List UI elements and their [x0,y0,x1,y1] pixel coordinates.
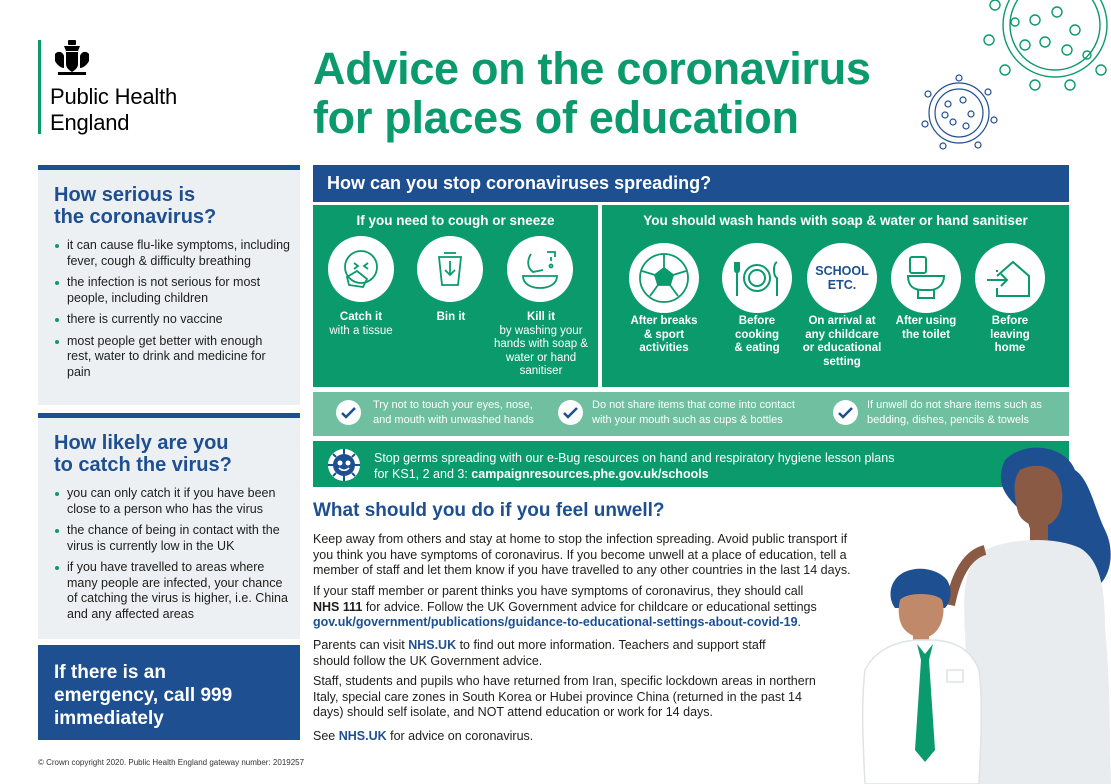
arrival-line4: setting [823,355,861,368]
catch-it-title: Catch it [339,311,383,323]
likely-list [38,476,300,622]
catch-it-text: with a tissue [329,324,393,337]
toilet-caption [881,315,971,342]
kill-it-title: Kill it [526,311,556,323]
govuk-guidance-link[interactable]: gov.uk/government/publications/guidance-to-educational-settings-about-covid-19 [313,615,798,629]
unwell-paragraph-4: Staff, students and pupils who have returned from Iran, specific lockdown areas in northern Italy, special care zones in South Korea or Hubei province China (returned in the past 14 days) should self isolate, and NOT attend education or work for 14 days. [313,674,816,719]
home-line3: home [994,342,1026,354]
unwell-paragraph-5 [313,729,863,745]
eating-line1: Before [738,315,776,327]
section-banner: How can you stop coronaviruses spreading? [313,165,1069,202]
tip-share-cups [592,398,795,428]
bin-icon [430,249,470,289]
tip-touch-line2: and mouth with unwashed hands [373,414,534,426]
cough-heading: If you need to cough or sneeze [356,213,555,228]
list-item: most people get better with enough rest, water to drink and medicine for pain [54,334,290,381]
sport-circle [629,243,699,313]
unwell-paragraph-3 [313,638,793,669]
tip-share-cups-line2: with your mouth such as cups & bottles [592,414,783,426]
tip-share-cups-line1: Do not share items that come into contact [592,399,795,411]
likely-heading-line1: How likely are you [54,432,229,454]
tip-unwell-share [867,398,1042,428]
eating-circle [722,243,792,313]
catch-it-caption [318,311,404,338]
home-caption [965,315,1055,356]
tips-bar [313,392,1069,436]
p5-text-a: See [313,729,339,743]
p2-text-b: for advice. Follow the UK Government advice for childcare or educational settings [362,599,817,614]
list-item: if you have travelled to areas where many people are infected, your chance of catching the virus is higher, i.e. China and any affected areas [54,560,290,622]
p2-end: . [797,615,802,629]
cough-box [313,205,598,387]
football-icon [637,251,691,305]
serious-panel [38,165,300,405]
logo-bar [38,40,41,134]
home-line2: leaving [990,328,1030,341]
footer-copyright: © Crown copyright 2020. Public Health England gateway number: 2019257 [38,758,305,767]
ebug-line2-prefix: for KS1, 2 and 3: [374,467,472,481]
ebug-link[interactable]: campaignresources.phe.gov.uk/schools [471,467,709,481]
sport-line1: After breaks [630,315,698,327]
people-illustration [855,440,1111,784]
emergency-box [38,645,300,740]
toilet-line2: the toilet [902,328,950,341]
nhs-uk-link[interactable]: NHS.UK [408,638,457,652]
arrival-line1: On arrival at [808,315,876,327]
title-line1: Advice on the coronavirus [313,43,871,94]
p5-text-b: for advice on coronavirus. [386,729,534,743]
tip-touch-line1: Try not to touch your eyes, nose, [373,399,533,411]
sport-line2: & sport [643,328,685,341]
check-icon [558,400,583,425]
toilet-line1: After using [895,315,957,327]
home-circle [975,243,1045,313]
logo-line2: England [50,110,130,135]
plate-cutlery-icon [732,256,782,300]
leave-home-icon [985,256,1035,300]
unwell-paragraph-2 [313,584,863,631]
tissue-icon [339,247,383,291]
nhs-uk-link[interactable]: NHS.UK [338,729,387,743]
ebug-line2 [374,466,894,482]
title-line2: for places of education [313,92,799,143]
unwell-paragraph-1: Keep away from others and stay at home to stop the infection spreading. Avoid public transport if you think you have symptoms of coronavirus. If you become unwell at a place of education, tell a member of staff and let them know if you have travelled to any other countries in the last 14 days. [313,532,851,577]
emergency-line2: emergency, call 999 [54,685,233,706]
serious-list [38,228,300,380]
list-item: it can cause flu-like symptoms, including fever, cough & difficulty breathing [54,238,290,269]
serious-heading-line1: How serious is [54,184,196,206]
sport-line3: activities [639,342,689,354]
tip-unwell-line2: bedding, dishes, pencils & towels [867,414,1030,426]
p2-text-a: If your staff member or parent thinks you have symptoms of coronavirus, they should call [313,584,804,598]
bin-it-title: Bin it [436,311,466,323]
toilet-icon [904,254,948,302]
check-icon [833,400,858,425]
check-icon [336,400,361,425]
unwell-heading: What should you do if you feel unwell? [313,500,665,521]
eating-caption [712,315,802,356]
kill-it-text: by washing your hands with soap & water or hand sanitiser [494,324,588,377]
eating-line3: & eating [734,342,780,354]
serious-heading-line2: the coronavirus? [54,206,217,228]
p3-text-a: Parents can visit [313,638,409,652]
likely-heading-line2: to catch the virus? [54,454,232,476]
likely-heading [38,418,300,476]
list-item: the chance of being in contact with the virus is currently low in the UK [54,523,290,554]
list-item: you can only catch it if you have been close to a person who has the virus [54,486,290,517]
arrival-line2: any childcare [805,328,879,341]
ebug-line1: Stop germs spreading with our e-Bug resources on hand and respiratory hygiene lesson plans [374,451,895,465]
arrival-line3: or educational [802,342,882,354]
home-line1: Before [991,315,1029,327]
list-item: there is currently no vaccine [54,312,290,328]
ebug-icon [327,448,361,482]
bin-it-circle [417,236,483,302]
toilet-circle [891,243,961,313]
serious-heading [38,170,300,228]
likely-panel [38,413,300,639]
kill-it-circle [507,236,573,302]
kill-it-caption [491,311,591,379]
school-circle [807,243,877,313]
list-item: the infection is not serious for most people, including children [54,275,290,306]
wash-box [602,205,1069,387]
sport-caption [619,315,709,356]
tip-touch [373,398,534,428]
emergency-line1: If there is an [54,662,166,683]
catch-it-circle [328,236,394,302]
p3-text-b: to find out more information. Teachers and support staff should follow the UK Government advice. [313,638,766,668]
eating-line2: cooking [734,328,780,341]
school-label: SCHOOL ETC. [815,264,869,292]
wash-heading: You should wash hands with soap & water or hand sanitiser [643,213,1028,228]
nhs-111: NHS 111 [313,599,363,614]
logo-text [50,84,177,136]
ebug-text [374,450,894,482]
handwash-icon [517,246,563,292]
tip-unwell-line1: If unwell do not share items such as [867,399,1042,411]
arrival-caption [792,315,892,369]
bin-it-caption [408,311,494,325]
phe-logo [38,40,228,135]
royal-crest-icon [52,40,92,76]
logo-line1: Public Health [50,84,178,109]
page-title [313,44,933,142]
emergency-line3: immediately [54,708,164,729]
